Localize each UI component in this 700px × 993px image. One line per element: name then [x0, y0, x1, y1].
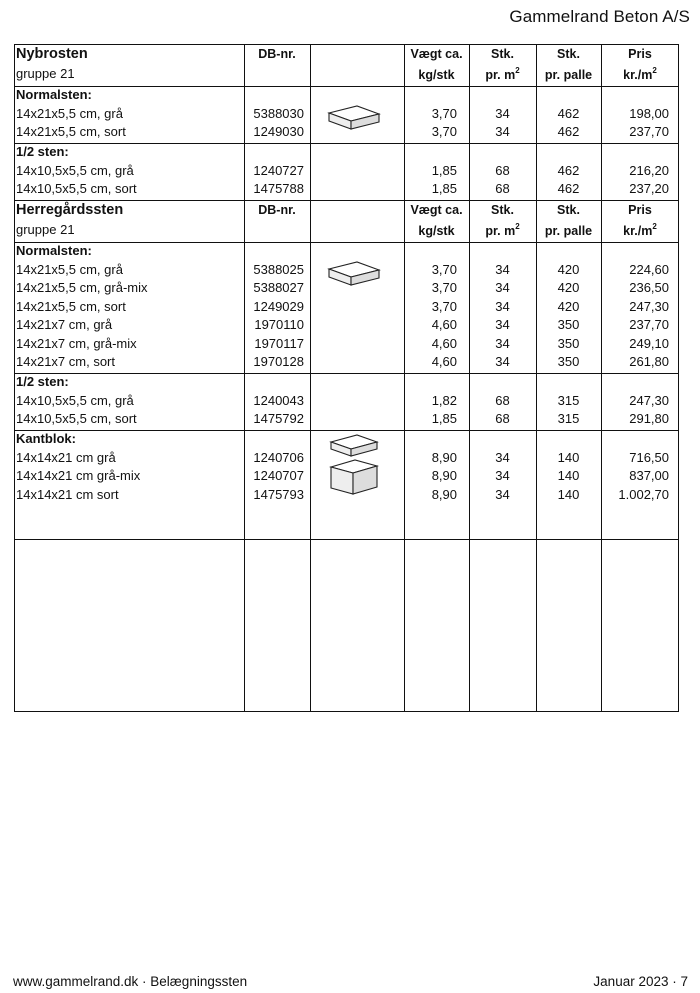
product-description: 14x10,5x5,5 cm, grå — [16, 392, 134, 408]
db-number: 1970110 — [254, 317, 304, 332]
section-divider — [14, 86, 679, 87]
column-divider — [469, 44, 470, 712]
pieces-per-pallet: 462 — [557, 124, 580, 139]
weight-kg: 4,60 — [431, 317, 457, 332]
pieces-per-m2: 34 — [495, 124, 510, 139]
weight-kg: 8,90 — [431, 486, 457, 502]
product-description: 14x21x5,5 cm, sort — [16, 124, 126, 139]
column-divider — [404, 44, 405, 712]
db-number: 1240707 — [253, 468, 304, 483]
db-number: 1475788 — [253, 181, 304, 196]
product-name: Herregårdssten — [16, 202, 124, 218]
pieces-per-m2: 68 — [495, 411, 510, 426]
product-description: 14x21x5,5 cm, grå — [16, 105, 123, 121]
col-db-nr: DB-nr. — [258, 203, 296, 217]
price-per-m2: 837,00 — [629, 468, 669, 483]
product-description: 14x10,5x5,5 cm, sort — [16, 181, 137, 196]
pieces-per-m2: 34 — [495, 354, 510, 369]
product-description: 14x21x5,5 cm, sort — [16, 298, 126, 314]
db-number: 1970117 — [254, 335, 304, 351]
col-per-m2-bottom — [469, 67, 536, 83]
price-per-m2: 237,70 — [629, 124, 669, 139]
weight-kg: 1,85 — [431, 181, 457, 196]
col-per-m2-top: Stk. — [491, 203, 514, 217]
weight-kg: 1,85 — [431, 411, 457, 426]
pieces-per-pallet: 315 — [557, 411, 580, 426]
pieces-per-pallet: 315 — [557, 392, 580, 408]
col-weight-bottom: kg/stk — [418, 224, 455, 238]
col-price-top: Pris — [628, 203, 652, 217]
price-per-m2: 291,80 — [629, 411, 669, 426]
table-frame — [14, 44, 679, 712]
product-description: 14x21x5,5 cm, grå — [16, 261, 123, 277]
db-number: 1249029 — [253, 298, 304, 314]
pieces-per-m2: 34 — [495, 335, 510, 351]
price-per-m2: 247,30 — [629, 298, 669, 314]
section-title: Kantblok: — [16, 431, 76, 446]
footer-website: www.gammelrand.dk · Belægningssten — [13, 974, 248, 989]
col-per-m2-top: Stk. — [491, 47, 514, 61]
db-number: 1475793 — [253, 486, 304, 502]
column-divider — [244, 44, 245, 712]
footer-date-page: Januar 2023 · 7 — [593, 974, 688, 989]
kerb-block-icon — [327, 432, 381, 498]
db-number: 5388030 — [253, 105, 304, 121]
weight-kg: 4,60 — [431, 335, 457, 351]
db-number: 1240043 — [253, 392, 304, 408]
col-weight-top: Vægt ca. — [410, 203, 463, 217]
col-per-pallet-top: Stk. — [557, 47, 580, 61]
product-description: 14x21x5,5 cm, grå-mix — [16, 280, 148, 295]
price-per-m2: 261,80 — [629, 354, 669, 369]
col-price-bottom-superscript: 2 — [652, 65, 657, 75]
flat-brick-icon — [327, 104, 381, 132]
price-per-m2: 236,50 — [629, 280, 669, 295]
col-per-pallet-top: Stk. — [557, 203, 580, 217]
pieces-per-pallet: 140 — [557, 449, 580, 465]
weight-kg: 8,90 — [431, 468, 457, 483]
pieces-per-m2: 34 — [495, 105, 510, 121]
product-name: Nybrosten — [16, 46, 88, 62]
price-per-m2: 237,70 — [629, 317, 669, 332]
pieces-per-m2: 34 — [495, 449, 510, 465]
db-number: 1240706 — [253, 449, 304, 465]
db-number: 5388027 — [253, 280, 304, 295]
weight-kg: 1,85 — [431, 162, 457, 178]
section-title: Normalsten: — [16, 87, 92, 102]
pieces-per-m2: 68 — [495, 181, 510, 196]
price-per-m2: 216,20 — [629, 162, 669, 178]
col-per-m2-bottom-text: pr. m — [485, 224, 516, 238]
pieces-per-pallet: 350 — [557, 354, 580, 369]
col-price-bottom-text: kr./m — [623, 68, 653, 82]
product-description: 14x14x21 cm grå — [16, 449, 116, 465]
col-price-bottom-text: kr./m — [623, 224, 653, 238]
product-divider — [14, 200, 679, 201]
pieces-per-pallet: 420 — [557, 280, 580, 295]
flat-brick-icon — [327, 260, 381, 288]
db-number: 1475792 — [253, 411, 304, 426]
pieces-per-pallet: 140 — [557, 486, 580, 502]
pieces-per-pallet: 420 — [557, 261, 580, 277]
pieces-per-m2: 34 — [495, 298, 510, 314]
column-divider — [310, 44, 311, 712]
column-divider — [536, 44, 537, 712]
pieces-per-m2: 34 — [495, 280, 510, 295]
price-per-m2: 716,50 — [629, 449, 669, 465]
price-per-m2: 249,10 — [629, 335, 669, 351]
price-per-m2: 1.002,70 — [618, 486, 669, 502]
col-price-bottom — [601, 223, 679, 239]
weight-kg: 1,82 — [431, 392, 457, 408]
pieces-per-pallet: 462 — [557, 181, 580, 196]
price-per-m2: 198,00 — [629, 105, 669, 121]
section-title: Normalsten: — [16, 243, 92, 258]
col-price-top: Pris — [628, 47, 652, 61]
product-group: gruppe 21 — [16, 66, 75, 81]
db-number: 1970128 — [253, 354, 304, 369]
pieces-per-m2: 68 — [495, 392, 510, 408]
product-description: 14x10,5x5,5 cm, grå — [16, 162, 134, 178]
weight-kg: 8,90 — [431, 449, 457, 465]
col-per-m2-bottom-text: pr. m — [485, 68, 516, 82]
pieces-per-m2: 34 — [495, 468, 510, 483]
product-description: 14x21x7 cm, grå-mix — [16, 335, 137, 351]
pieces-per-pallet: 420 — [557, 298, 580, 314]
pieces-per-pallet: 462 — [557, 105, 580, 121]
weight-kg: 3,70 — [431, 124, 457, 139]
db-number: 5388025 — [253, 261, 304, 277]
col-per-m2-bottom — [469, 223, 536, 239]
pieces-per-pallet: 350 — [557, 335, 580, 351]
pieces-per-m2: 34 — [495, 486, 510, 502]
pieces-per-pallet: 140 — [557, 468, 580, 483]
col-price-bottom-superscript: 2 — [652, 221, 657, 231]
db-number: 1249030 — [253, 124, 304, 139]
weight-kg: 3,70 — [431, 298, 457, 314]
price-per-m2: 247,30 — [629, 392, 669, 408]
weight-kg: 3,70 — [431, 261, 457, 277]
product-group: gruppe 21 — [16, 222, 75, 237]
column-divider — [601, 44, 602, 712]
section-divider — [14, 242, 679, 243]
section-divider — [14, 373, 679, 374]
section-title: 1/2 sten: — [16, 144, 69, 159]
col-weight-bottom: kg/stk — [418, 68, 455, 82]
price-per-m2: 237,20 — [629, 181, 669, 196]
pieces-per-pallet: 350 — [557, 317, 580, 332]
pieces-per-m2: 34 — [495, 317, 510, 332]
price-table — [14, 44, 679, 712]
col-price-bottom — [601, 67, 679, 83]
price-per-m2: 224,60 — [629, 261, 669, 277]
section-divider — [14, 430, 679, 431]
col-per-m2-bottom-superscript: 2 — [515, 65, 520, 75]
weight-kg: 3,70 — [431, 105, 457, 121]
db-number: 1240727 — [253, 162, 304, 178]
col-per-pallet-bottom: pr. palle — [544, 68, 593, 82]
company-name: Gammelrand Beton A/S — [509, 7, 690, 26]
col-db-nr: DB-nr. — [258, 47, 296, 61]
col-per-pallet-bottom: pr. palle — [544, 224, 593, 238]
weight-kg: 4,60 — [431, 354, 457, 369]
product-description: 14x14x21 cm sort — [16, 486, 119, 502]
product-description: 14x14x21 cm grå-mix — [16, 468, 141, 483]
col-per-m2-bottom-superscript: 2 — [515, 221, 520, 231]
col-weight-top: Vægt ca. — [410, 47, 463, 61]
blank-area-divider — [14, 539, 679, 540]
section-divider — [14, 143, 679, 144]
weight-kg: 3,70 — [431, 280, 457, 295]
product-description: 14x21x7 cm, sort — [16, 354, 115, 369]
product-description: 14x10,5x5,5 cm, sort — [16, 411, 137, 426]
product-description: 14x21x7 cm, grå — [16, 317, 113, 332]
pieces-per-pallet: 462 — [557, 162, 580, 178]
pieces-per-m2: 34 — [495, 261, 510, 277]
section-title: 1/2 sten: — [16, 374, 69, 389]
pieces-per-m2: 68 — [495, 162, 510, 178]
